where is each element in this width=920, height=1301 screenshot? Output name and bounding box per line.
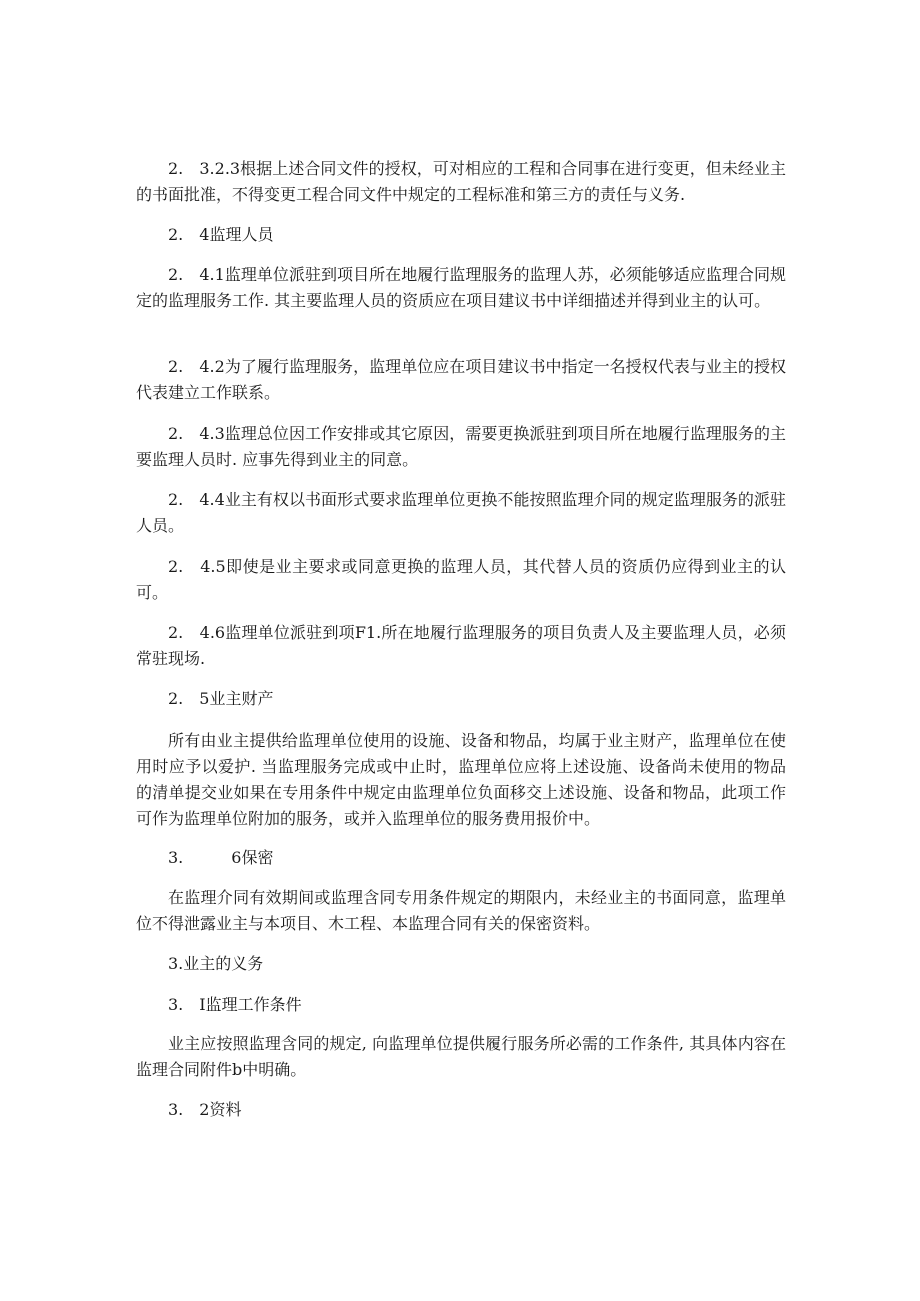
paragraph-confidentiality: 在监理介同有效期间或监理含同专用条件规定的期限内，未经业主的书面同意，监理单位不得泄露业主与本项目、木工程、本监理合同有关的保密资料。 bbox=[136, 888, 786, 933]
paragraph-4-3: 2. 4.3监理总位因工作安排或其它原因，需要更换派驻到项目所在地履行监理服务的主要监理人员时. 应事先得到业主的同意。 bbox=[136, 424, 786, 469]
paragraph-4-5: 2. 4.5即使是业主要求或同意更换的监理人员，其代替人员的资质仍应得到业主的认可。 bbox=[136, 557, 786, 602]
paragraph-4-1: 2. 4.1监理单位派驻到项目所在地履行监理服务的监理人苏，必须能够适应监理合同规定的监理服务工作. 其主要监理人员的资质应在项目建议书中详细描述并得到业主的认可。 bbox=[136, 265, 786, 310]
paragraph-4-2: 2. 4.2为了履行监理服务，监理单位应在项目建议书中指定一名授权代表与业主的授权代表建立工作联系。 bbox=[136, 357, 786, 402]
paragraph-4-6: 2. 4.6监理单位派驻到项F1.所在地履行监理服务的项目负责人及主要监理人员，必须常驻现场. bbox=[136, 623, 786, 668]
heading-2-5: 2. 5业主财产 bbox=[168, 689, 274, 708]
paragraph-work-conditions: 业主应按照监理含同的规定, 向监理单位提供履行服务所必需的工作条件, 其具体内容在监理合同附件b中明确。 bbox=[136, 1034, 786, 1079]
heading-2-4: 2. 4监理人员 bbox=[168, 225, 274, 244]
paragraph-4-4: 2. 4.4业主有权以书面形式要求监理单位更换不能按照监理介同的规定监理服务的派驻人员。 bbox=[136, 490, 786, 535]
heading-3-6: 3. 6保密 bbox=[168, 848, 274, 867]
heading-3-owner-obligations: 3.业主的义务 bbox=[168, 954, 264, 973]
paragraph-3-2-3: 2. 3.2.3根据上述合同文件的授权，可对相应的工程和合同事在进行变更，但未经业主的书面批准，不得变更工程合同文件中规定的工程标准和第三方的责任与义务. bbox=[136, 159, 786, 204]
paragraph-owner-property: 所有由业主提供给监理单位使用的设施、设备和物品，均属于业主财产，监理单位在使用时应予以爱护. 当监理服务完成或中止时，监理单位应将上述设施、设备尚未使用的物品的清单提交业如果在专用条件中规定由监理单位负面移交上述设施、设备和物品，此项工作可作为监理单位附加的服务，或并入监理单位的服务费用报价中。 bbox=[136, 731, 786, 828]
heading-3-2: 3. 2资料 bbox=[168, 1100, 242, 1119]
heading-3-1: 3. I监理工作条件 bbox=[168, 995, 302, 1014]
